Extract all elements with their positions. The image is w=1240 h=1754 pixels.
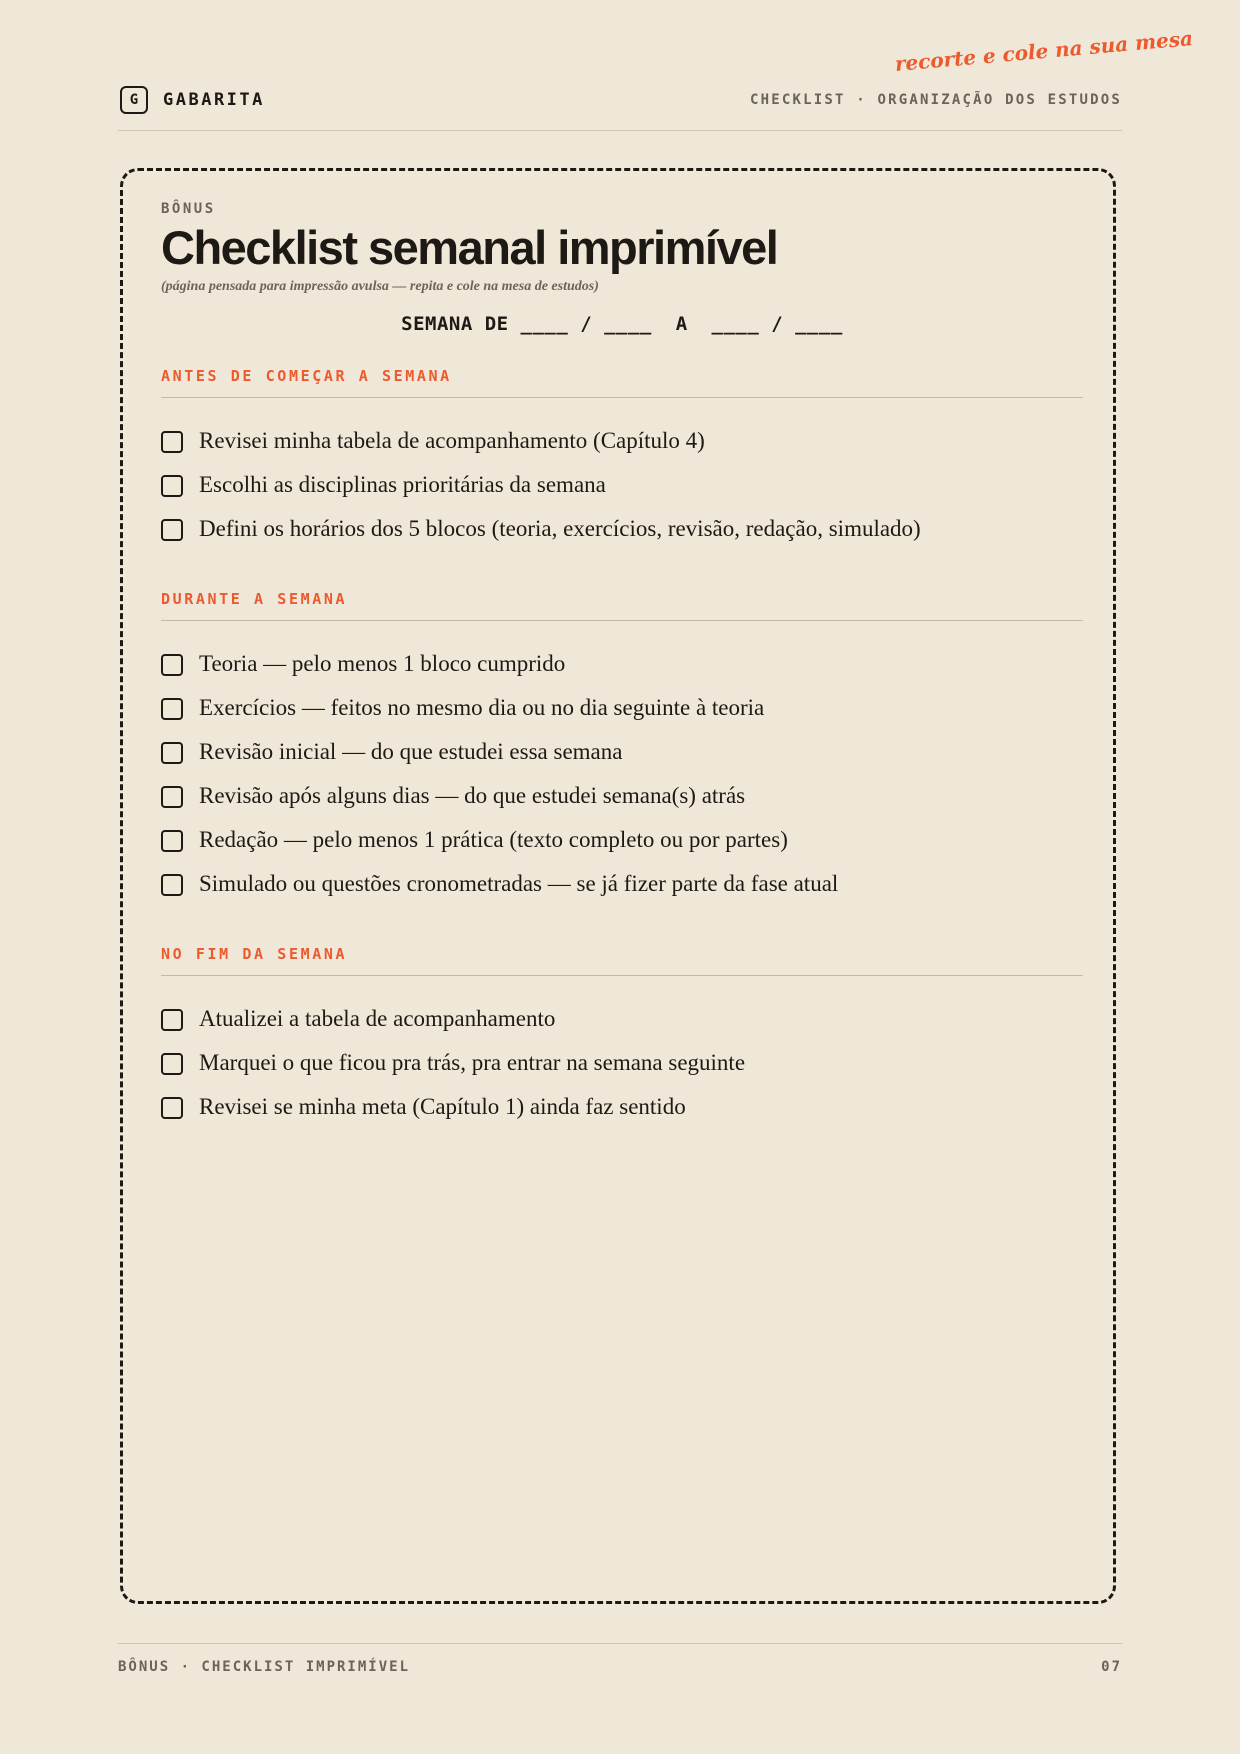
checklist-item-label: Exercícios — feitos no mesmo dia ou no dia seguinte à teoria	[199, 694, 765, 720]
checkbox[interactable]	[161, 698, 183, 720]
checklist-item-label: Defini os horários dos 5 blocos (teoria, exercícios, revisão, redação, simulado)	[199, 515, 921, 541]
page-title: Checklist semanal imprimível	[161, 221, 778, 274]
section-end-of-week	[161, 945, 1083, 1128]
checkbox[interactable]	[161, 431, 183, 453]
checkbox[interactable]	[161, 742, 183, 764]
logo-icon: G	[120, 86, 148, 114]
checklist-item-label: Revisão inicial — do que estudei essa semana	[199, 738, 623, 764]
checklist-item	[161, 729, 1083, 773]
section-during-week	[161, 590, 1083, 905]
checklist-item-label: Redação — pelo menos 1 prática (texto completo ou por partes)	[199, 826, 788, 852]
checklist-item	[161, 685, 1083, 729]
checklist-item	[161, 773, 1083, 817]
week-range-line: SEMANA DE ____ / ____ A ____ / ____	[401, 313, 843, 335]
checklist-item-label: Atualizei a tabela de acompanhamento	[199, 1005, 556, 1031]
section-before-week	[161, 367, 1083, 550]
checkbox[interactable]	[161, 1097, 183, 1119]
checklist-item-label: Marquei o que ficou pra trás, pra entrar na semana seguinte	[199, 1049, 746, 1075]
section-title: DURANTE A SEMANA	[161, 590, 1083, 621]
card-eyebrow: BÔNUS	[161, 201, 216, 217]
checklist-item	[161, 817, 1083, 861]
checklist-item-label: Revisei se minha meta (Capítulo 1) ainda faz sentido	[199, 1093, 686, 1119]
brand-name: GABARITA	[163, 90, 265, 110]
header-breadcrumb: CHECKLIST · ORGANIZAÇÃO DOS ESTUDOS	[749, 92, 1122, 108]
checklist-item-label: Revisão após alguns dias — do que estudei semana(s) atrás	[199, 782, 746, 808]
handwritten-tag: recorte e cole na sua mesa	[893, 26, 1194, 76]
page-footer	[118, 1643, 1122, 1675]
page-subtitle: (página pensada para impressão avulsa — repita e cole na mesa de estudos)	[161, 279, 599, 294]
page-number: 07	[1101, 1659, 1122, 1675]
checkbox[interactable]	[161, 874, 183, 896]
section-title: NO FIM DA SEMANA	[161, 945, 1083, 976]
checklist-item-label: Teoria — pelo menos 1 bloco cumprido	[199, 650, 566, 676]
checklist-item	[161, 641, 1083, 685]
checkbox[interactable]	[161, 830, 183, 852]
checklist-item-label: Simulado ou questões cronometradas — se já fizer parte da fase atual	[199, 870, 839, 896]
brand-logo	[120, 86, 265, 114]
checklist-item	[161, 861, 1083, 905]
checklist-card	[120, 168, 1116, 1604]
checklist-item	[161, 1040, 1083, 1084]
section-title: ANTES DE COMEÇAR A SEMANA	[161, 367, 1083, 398]
checkbox[interactable]	[161, 786, 183, 808]
checkbox[interactable]	[161, 519, 183, 541]
checkbox[interactable]	[161, 1009, 183, 1031]
checkbox[interactable]	[161, 475, 183, 497]
footer-label: BÔNUS · CHECKLIST IMPRIMÍVEL	[118, 1659, 411, 1675]
checkbox[interactable]	[161, 1053, 183, 1075]
checklist-item	[161, 462, 1083, 506]
checklist-item-label: Escolhi as disciplinas prioritárias da semana	[199, 471, 606, 497]
checklist-item	[161, 418, 1083, 462]
checklist-item	[161, 996, 1083, 1040]
checklist-item	[161, 1084, 1083, 1128]
page-header	[118, 82, 1122, 131]
checkbox[interactable]	[161, 654, 183, 676]
checklist-item-label: Revisei minha tabela de acompanhamento (Capítulo 4)	[199, 427, 705, 453]
checklist-item	[161, 506, 1083, 550]
